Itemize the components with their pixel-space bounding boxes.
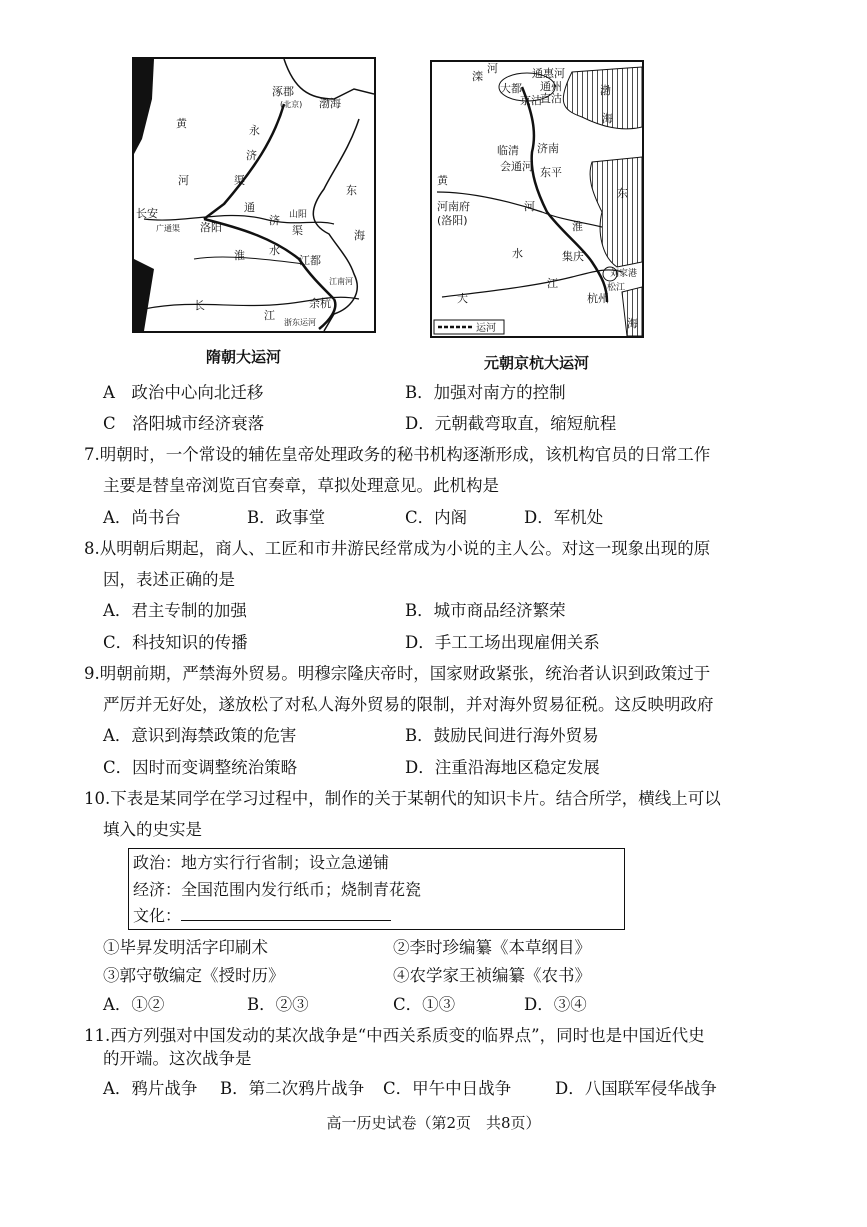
q10-item-3: ③郭守敬编定《授时历》 <box>103 966 285 985</box>
q10-item-4: ④农学家王祯编纂《农书》 <box>393 966 591 985</box>
yuan-label-ji: 集庆 <box>562 250 584 263</box>
yuan-label-he: 河 <box>524 200 535 213</box>
q10-option-b: B．②③ <box>247 995 309 1014</box>
yuan-label-dongping: 东平 <box>540 166 562 179</box>
q8-option-d: D．手工工场出现雇佣关系 <box>405 633 600 652</box>
map-label-chang: 长 <box>194 299 205 312</box>
q7-stem-line1: 7.明朝时，一个常设的辅佐皇帝处理政务的秘书机构逐渐形成，该机构官员的日常工作 <box>84 445 711 464</box>
map-label-jiang: 江 <box>264 309 275 322</box>
card-politics: 政治：地方实行行省制；设立急递铺 <box>133 853 390 872</box>
yuan-label-dong: 东 <box>617 187 628 200</box>
q6-option-d: D．元朝截弯取直，缩短航程 <box>405 414 617 433</box>
map-label-beijing-note: (北京) <box>280 100 303 109</box>
q8-option-b: B．城市商品经济繁荣 <box>405 601 566 620</box>
q11-stem-line1: 11.西方列强对中国发动的某次战争是“中西关系质变的临界点”，同时也是中国近代史 <box>84 1026 705 1045</box>
q9-stem-line1: 9.明朝前期，严禁海外贸易。明穆宗隆庆帝时，国家财政紧张，统治者认识到政策过于 <box>84 664 711 683</box>
yuan-label-jiang: 江 <box>547 277 558 290</box>
q10-item-1: ①毕昇发明活字印刷术 <box>103 938 268 957</box>
yuan-label-luan: 滦 <box>472 70 483 83</box>
q11-option-d: D．八国联军侵华战争 <box>555 1079 717 1098</box>
q9-option-c: C．因时而变调整统治策略 <box>103 758 298 777</box>
q9-option-b: B．鼓励民间进行海外贸易 <box>405 726 599 745</box>
q8-stem-line2: 因，表述正确的是 <box>103 570 235 589</box>
map-label-shanyang: 山阳 <box>289 210 308 220</box>
map-label-changan: 长安 <box>136 207 158 220</box>
map-label-luoyang: 洛阳 <box>200 221 222 234</box>
map-label-yuhang: 余杭 <box>309 297 331 310</box>
yuan-label-hai: 海 <box>602 112 613 125</box>
yuan-label-shui: 水 <box>512 247 523 260</box>
map-label-dong: 东 <box>346 184 357 197</box>
q10-item-2: ②李时珍编纂《本草纲目》 <box>393 938 591 957</box>
map-label-zhuojun: 涿郡 <box>272 85 294 98</box>
q6-option-b: B．加强对南方的控制 <box>405 383 566 402</box>
q6-option-a: A 政治中心向北迁移 <box>103 383 264 402</box>
q11-stem-line2: 的开端。这次战争是 <box>103 1049 252 1068</box>
sui-canal-map-drawing <box>134 59 374 331</box>
yuan-label-huitong: 会通河 <box>500 160 533 173</box>
q9-option-a: A．意识到海禁政策的危害 <box>103 726 297 745</box>
q8-option-a: A．君主专制的加强 <box>103 601 247 620</box>
yuan-label-jinan: 济南 <box>537 142 559 155</box>
yuan-label-liujia: 刘家港 <box>610 269 638 279</box>
map-label-jiangnan: 江南河 <box>329 277 353 286</box>
map-label-huai: 淮 <box>234 249 245 262</box>
map-label-yong: 永 <box>249 124 260 137</box>
map-label-qu2: 渠 <box>292 224 303 237</box>
yuan-label-huang: 黄 <box>437 174 448 187</box>
q10-stem-line1: 10.下表是某同学在学习过程中，制作的关于某朝代的知识卡片。结合所学，横线上可以 <box>84 789 721 808</box>
q11-option-c: C．甲午中日战争 <box>383 1079 512 1098</box>
q11-option-b: B．第二次鸦片战争 <box>220 1079 365 1098</box>
yuan-label-tongzhou: 通州 <box>540 80 562 93</box>
map-label-ji: 济 <box>246 149 257 162</box>
yuan-label-linqing: 临清 <box>497 144 519 157</box>
yuan-label-luoyang: (洛阳) <box>437 214 468 227</box>
q9-option-d: D．注重沿海地区稳定发展 <box>405 758 600 777</box>
map-label-bohai: 渤海 <box>319 97 341 110</box>
map-label-jiangdu: 江都 <box>299 254 321 267</box>
map-label-he: 河 <box>178 174 189 187</box>
q10-option-a: A．①② <box>103 995 165 1014</box>
map-label-zhedong: 浙东运河 <box>284 318 316 327</box>
q7-option-b: B．政事堂 <box>247 508 326 527</box>
map-label-qu: 渠 <box>234 174 245 187</box>
map-label-tong: 通 <box>244 201 255 214</box>
map-label-shui: 水 <box>269 244 280 257</box>
map-label-huang: 黄 <box>176 117 187 130</box>
q6-option-c: C 洛阳城市经济衰落 <box>103 414 265 433</box>
q8-option-c: C．科技知识的传播 <box>103 633 248 652</box>
q7-option-d: D．军机处 <box>524 508 604 527</box>
yuan-canal-map <box>430 60 644 338</box>
yuan-label-tonghui: 通惠河 <box>532 67 565 80</box>
yuan-label-bo: 渤 <box>600 84 611 97</box>
yuan-label-jinggu: 直沽 <box>540 92 562 105</box>
yuan-label-da: 大 <box>457 292 468 305</box>
q10-option-d: D．③④ <box>524 995 587 1014</box>
yuan-label-dadu: 大都 <box>500 82 522 95</box>
q9-stem-line2: 严厉并无好处，遂放松了对私人海外贸易的限制，并对海外贸易征税。这反映明政府 <box>103 695 714 714</box>
yuan-label-hai2: 海 <box>627 317 638 330</box>
yuan-label-he-top: 河 <box>487 62 498 75</box>
page-footer: 高一历史试卷（第2页 共8页） <box>326 1114 541 1132</box>
yuan-legend-label: 运河 <box>476 323 496 334</box>
q7-option-a: A．尚书台 <box>103 508 181 527</box>
card-culture-row <box>133 905 391 927</box>
q10-option-c: C．①③ <box>393 995 456 1014</box>
card-economy: 经济：全国范围内发行纸币；烧制青花瓷 <box>133 880 422 899</box>
yuan-canal-map-drawing <box>432 62 642 336</box>
knowledge-card <box>128 848 625 930</box>
q7-stem-line2: 主要是替皇帝浏览百官奏章，草拟处理意见。此机构是 <box>103 476 499 495</box>
map-label-guangtong: 广通渠 <box>156 224 180 233</box>
yuan-label-jingu: 京沽 <box>520 94 542 107</box>
yuan-label-huai: 淮 <box>572 220 583 233</box>
q10-stem-line2: 填入的史实是 <box>103 820 202 839</box>
map-label-ji2: 济 <box>269 214 280 227</box>
card-culture-blank <box>181 906 391 921</box>
yuan-label-hangzhou: 杭州 <box>587 292 609 305</box>
card-culture: 文化： <box>133 906 182 925</box>
yuan-label-songjiang: 松江 <box>607 283 626 293</box>
q7-option-c: C．内阁 <box>405 508 468 527</box>
q8-stem-line1: 8.从明朝后期起，商人、工匠和市井游民经常成为小说的主人公。对这一现象出现的原 <box>84 539 711 558</box>
q11-option-a: A．鸦片战争 <box>103 1079 198 1098</box>
yuan-label-henan: 河南府 <box>437 200 470 213</box>
sui-canal-map <box>132 57 376 333</box>
yuan-map-caption: 元朝京杭大运河 <box>484 354 590 372</box>
map-label-hai: 海 <box>354 229 365 242</box>
sui-map-caption: 隋朝大运河 <box>206 348 282 366</box>
